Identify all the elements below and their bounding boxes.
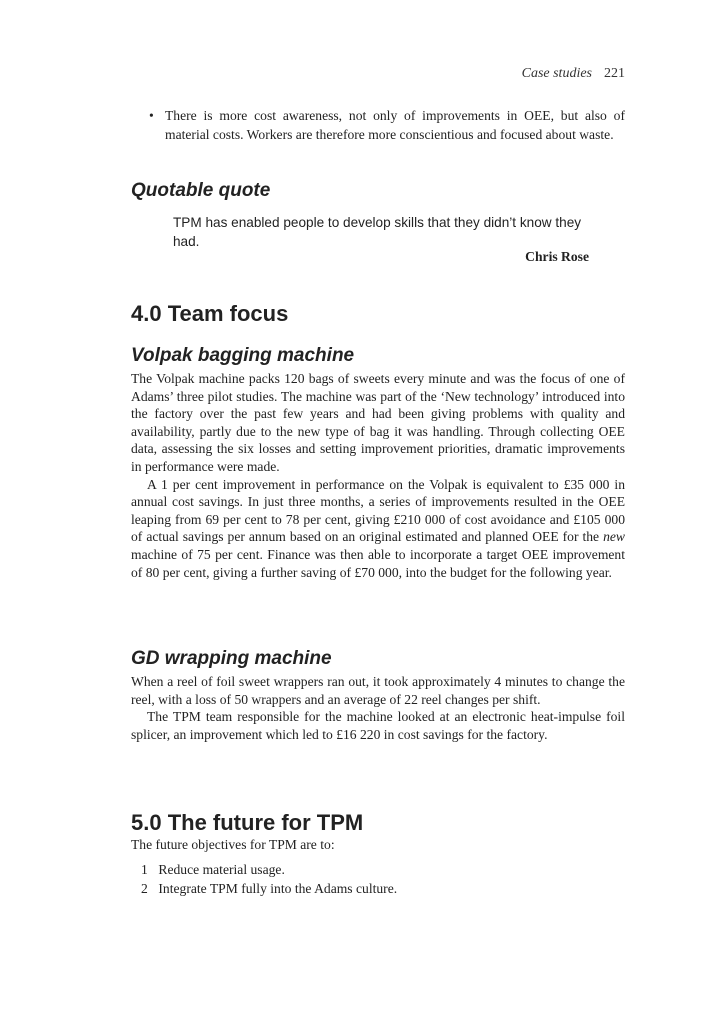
page-number: 221: [604, 66, 625, 81]
running-header: [522, 66, 625, 82]
section-heading-team-focus: 4.0 Team focus: [131, 301, 289, 326]
objectives-list: [141, 860, 397, 898]
future-intro: The future objectives for TPM are to:: [131, 837, 335, 852]
volpak-p2-part-2: machine of 75 per cent. Finance was then able to incorporate a target OEE improvement of 80 per cent, giving a further saving of £70 000, into the budget for the following year.: [131, 546, 625, 580]
list-item-number: 1: [141, 862, 148, 877]
list-item: [141, 879, 397, 898]
volpak-body: [131, 370, 625, 581]
gd-paragraph-2: The TPM team responsible for the machine looked at an electronic heat-impulse foil splicer, an improvement which led to £16 220 in cost savings for the factory.: [131, 709, 625, 742]
running-header-section: Case studies: [521, 66, 592, 81]
list-item-text: Integrate TPM fully into the Adams culture.: [158, 881, 398, 896]
bullet-text: There is more cost awareness, not only of improvements in OEE, but also of material costs. Workers are therefore more conscientious and focused about waste.: [165, 108, 625, 142]
list-item-text: Reduce material usage.: [158, 862, 285, 877]
quote-author: Chris Rose: [525, 249, 589, 264]
volpak-p2-emphasis: new: [603, 529, 625, 545]
volpak-paragraph-2: [131, 476, 625, 582]
volpak-paragraph-1: The Volpak machine packs 120 bags of sweets every minute and was the focus of one of Adams’ three pilot studies. The machine was part of the ‘New technology’ introduced into the factory over the past few years and had been giving problems with quality and availability, partly due to the new type of bag it was handling. Through collecting OEE data, assessing the six losses and setting improvement priorities, dramatic improvements in performance were made.: [131, 371, 625, 474]
gd-paragraph-1: When a reel of foil sweet wrappers ran out, it took approximately 4 minutes to change the reel, with a loss of 50 wrappers and an average of 22 reel changes per shift.: [131, 674, 625, 707]
quote-text: TPM has enabled people to develop skills that they didn’t know they had.: [173, 215, 582, 249]
volpak-heading: Volpak bagging machine: [131, 345, 355, 366]
bullet-icon: •: [149, 108, 154, 123]
list-item: [141, 860, 397, 879]
bullet-item: [149, 106, 625, 144]
quotable-quote-heading: Quotable quote: [131, 180, 271, 201]
list-item-number: 2: [141, 881, 148, 896]
gd-heading: GD wrapping machine: [131, 648, 332, 669]
section-heading-future: 5.0 The future for TPM: [131, 810, 364, 835]
gd-body: [131, 673, 625, 743]
volpak-p2-part-1: A 1 per cent improvement in performance on the Volpak is equivalent to £35 000 in annual cost savings. In just three months, a series of improvements resulted in the OEE leaping from 69 per cent to 78 per cent, giving £210 000 of cost avoidance and £105 000 of actual savings per annum based on an original estimated and planned OEE for the: [131, 476, 625, 545]
